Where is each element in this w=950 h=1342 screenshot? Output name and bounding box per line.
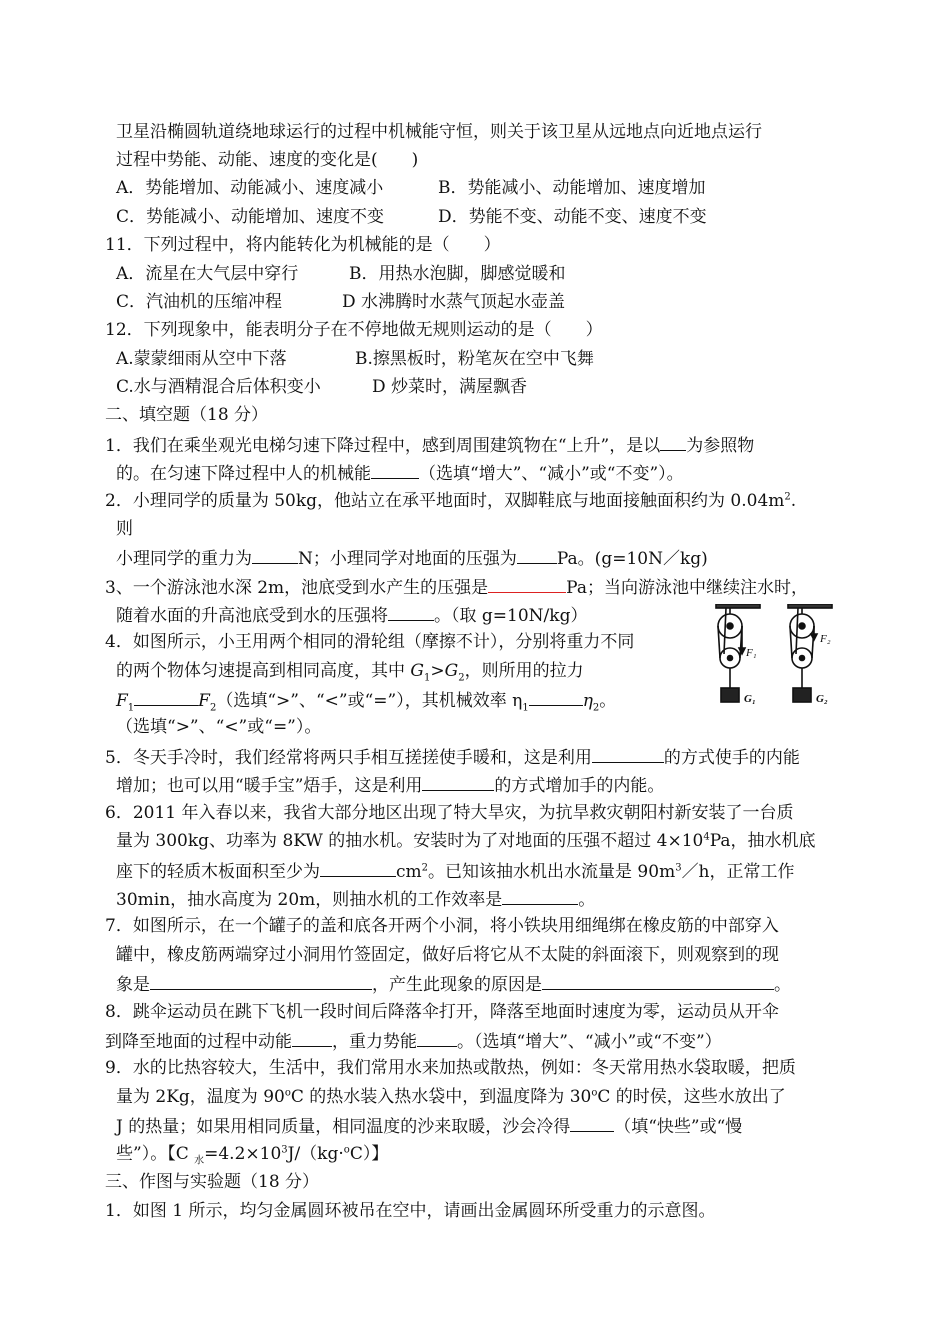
- fill5-text-c: 增加；也可以用“暖手宝”焐手，这是利用: [116, 776, 423, 796]
- fill9-text-b2: C 的热水装入热水袋中，到温度降为 30: [290, 1087, 592, 1107]
- right-force-arrow: [811, 634, 817, 640]
- right-ceiling: [788, 604, 832, 608]
- fill6-blank-efficiency[interactable]: [502, 887, 578, 905]
- fill4-g1-sub: 1: [424, 672, 431, 684]
- fill3-text-a: 3、一个游泳池水深 2m，池底受到水产生的压强是: [105, 578, 489, 598]
- fill2-text-e: Pa。(g=10N／kg): [556, 549, 708, 569]
- fill8-line2: [105, 1029, 722, 1053]
- fill3-text-c: 随着水面的升高池底受到水的压强将: [116, 606, 388, 626]
- fill4-blank-efficiency[interactable]: [529, 688, 583, 706]
- q12-option-b: B.擦黑板时，粉笔灰在空中飞舞: [355, 349, 594, 369]
- fill3-blank-change[interactable]: [388, 603, 434, 621]
- fill8-text-b1: 到降至地面的过程中动能: [105, 1032, 292, 1052]
- fill2-sup: 2: [784, 491, 791, 503]
- q10-stem-line1: 卫星沿椭圆轨道绕地球运行的过程中机械能守恒，则关于该卫星从远地点向近地点运行: [116, 122, 762, 142]
- fill4-f1-sub: 1: [127, 702, 135, 714]
- fill9-text-b1: 量为 2Kg，温度为 90: [116, 1087, 285, 1107]
- fill4-eta2-sub: 2: [592, 702, 600, 714]
- fill6-sup2: 2: [421, 862, 429, 874]
- fill9-line3: [116, 1114, 742, 1138]
- fill5-text-d: 的方式增加手的内能。: [494, 776, 665, 796]
- fill9-line1: 9．水的比热容较大，生活中，我们常用水来加热或散热，例如：冬天常用热水袋取暖，把质: [105, 1058, 796, 1078]
- fill9-blank-speed[interactable]: [570, 1114, 614, 1132]
- fill9-text-d2: =4.2×10: [204, 1144, 282, 1164]
- fill6-text-c3: 。已知该抽水机出水流量是 90m: [428, 862, 676, 882]
- fill7-line1: 7．如图所示，在一个罐子的盖和底各开两个小洞，将小铁块用细绳绑在橡皮筋的中部穿入: [105, 916, 779, 936]
- fill1-text-a: 1．我们在乘坐观光电梯匀速下降过程中，感到周围建筑物在“上升”，是以: [105, 436, 661, 456]
- fill3-line1: [105, 575, 808, 599]
- fill8-blank-kinetic[interactable]: [292, 1029, 332, 1047]
- fill5-text-b: 的方式使手的内能: [663, 748, 800, 768]
- q10-option-c: C．势能减小、动能增加、速度不变: [116, 207, 385, 227]
- fill3-text-b: Pa；当向游泳池中继续注水时，: [566, 578, 808, 598]
- label-f2: F₂: [820, 633, 831, 645]
- q11-option-d: D 水沸腾时水蒸气顶起水壶盖: [342, 292, 566, 312]
- q11-option-c: C．汽油机的压缩冲程: [116, 292, 283, 312]
- fill4-g2: G: [444, 661, 459, 681]
- q12-option-c: C.水与酒精混合后体积变小: [116, 377, 321, 397]
- fill1-text-b: 为参照物: [686, 436, 755, 456]
- fill6-text-d1: 30min，抽水高度为 20m，则抽水机的工作效率是: [116, 890, 503, 910]
- fill7-text-c2: ，产生此现象的原因是: [372, 975, 542, 995]
- fill4-gt: >: [430, 661, 445, 681]
- q12-option-a: A.蒙蒙细雨从空中下落: [116, 349, 287, 369]
- fill5-blank-method1[interactable]: [592, 745, 664, 763]
- q12-stem: 12．下列现象中，能表明分子在不停地做无规则运动的是（ ）: [105, 320, 603, 340]
- q12-option-d: D 炒菜时，满屋飘香: [372, 377, 528, 397]
- q10-option-b: B．势能减小、动能增加、速度增加: [438, 178, 706, 198]
- q10-option-a: A．势能增加、动能减小、速度减小: [116, 178, 384, 198]
- fill9-text-d4: C）】: [349, 1144, 389, 1164]
- q11-option-b: B．用热水泡脚，脚感觉暖和: [349, 264, 566, 284]
- fill1-text-c: 的。在匀速下降过程中人的机械能: [116, 464, 371, 484]
- fill9-line2: [116, 1086, 786, 1108]
- fill6-line3: [116, 859, 795, 883]
- fill2-line2: 则: [116, 519, 133, 539]
- fill9-sub-water: 水: [194, 1155, 205, 1167]
- exp1-line1: 1．如图 1 所示，均匀金属圆环被吊在空中，请画出金属圆环所受重力的示意图。: [105, 1201, 716, 1221]
- fill4-f1: F: [116, 691, 128, 711]
- fill7-line2: 罐中，橡皮筋两端穿过小洞用竹签固定，做好后将它从不太陡的斜面滚下，则观察到的现: [116, 945, 779, 965]
- section-title-drawing: 三、作图与实验题（18 分）: [105, 1172, 320, 1192]
- left-weight-block: [721, 688, 739, 702]
- fill3-blank-pressure[interactable]: [488, 575, 566, 593]
- fill9-sup1: o: [284, 1087, 291, 1099]
- fill9-text-c2: （填“快些”或“慢: [614, 1117, 743, 1137]
- fill1-line2: [116, 461, 684, 485]
- q11-option-a: A．流星在大气层中穿行: [116, 264, 299, 284]
- right-weight-block: [793, 688, 811, 702]
- fill5-line1: [105, 745, 800, 769]
- fill2-text-a: 2．小理同学的质量为 50kg，他站立在承平地面时，双脚鞋底与地面接触面积约为 0.04m: [105, 491, 785, 511]
- fill5-text-a: 5．冬天手冷时，我们经常将两只手相互搓搓使手暖和，这是利用: [105, 748, 592, 768]
- fill4-blank-force[interactable]: [134, 688, 198, 706]
- fill4-f2-sub: 2: [209, 702, 217, 714]
- fill6-line1: 6．2011 年入春以来，我省大部分地区出现了特大旱灾，为抗旱救灾朝阳村新安装了一台质: [105, 803, 794, 823]
- fill7-text-c3: 。: [774, 975, 791, 995]
- label-g2: G₂: [816, 693, 828, 705]
- fill3-line2: [116, 603, 587, 627]
- fill2-line3: [116, 546, 708, 570]
- fill6-sup1: 4: [703, 831, 710, 843]
- fill2-text-a-end: .: [790, 491, 797, 511]
- fill4-line1: 4．如图所示，小王用两个相同的滑轮组（摩擦不计），分别将重力不同: [105, 632, 635, 652]
- fill4-line3: [116, 688, 616, 712]
- fill4-eta2: η: [582, 691, 593, 711]
- fill6-line2: [116, 830, 816, 852]
- fill8-blank-potential[interactable]: [417, 1029, 457, 1047]
- fill2-line1: [105, 490, 796, 512]
- fill9-text-b3: C 的时侯，这些水放出了: [597, 1087, 786, 1107]
- fill7-line3: [116, 972, 791, 996]
- fill9-sup3: 3: [281, 1144, 288, 1156]
- fill9-sup2: o: [591, 1087, 598, 1099]
- fill5-line2: [116, 773, 664, 797]
- fill4-text-c-mid: （选填“>”、“<”或“=”），其机械效率 η: [216, 691, 523, 711]
- fill4-eta1-sub: 1: [522, 702, 529, 714]
- left-ceiling: [716, 604, 760, 608]
- fill6-text-c1: 座下的轻质木板面积至少为: [116, 862, 320, 882]
- fill1-blank-reference[interactable]: [660, 433, 686, 451]
- fill9-text-c1: J 的热量；如果用相同质量，相同温度的沙来取暖，沙会冷得: [116, 1117, 571, 1137]
- q11-stem: 11．下列过程中，将内能转化为机械能的是（ ）: [105, 235, 501, 255]
- fill9-line4: [116, 1143, 388, 1165]
- fill6-text-c2: cm: [396, 862, 422, 882]
- fill4-g1: G: [410, 661, 424, 681]
- fill8-text-b3: 。（选填“增大”、“减小”或“不变”）: [457, 1032, 722, 1052]
- fill6-text-b2: Pa，抽水机底: [709, 831, 816, 851]
- fill3-text-d: 。（取 g=10N/kg）: [434, 606, 588, 626]
- fill8-line1: 8．跳伞运动员在跳下飞机一段时间后降落伞打开，降落至地面时速度为零，运动员从开伞: [105, 1002, 779, 1022]
- q10-option-d: D．势能不变、动能不变、速度不变: [438, 207, 707, 227]
- fill6-text-c4: ／h，正常工作: [681, 862, 795, 882]
- fill5-blank-method2[interactable]: [422, 773, 494, 791]
- fill2-text-d: N；小理同学对地面的压强为: [298, 549, 517, 569]
- fill2-blank-pressure[interactable]: [517, 546, 557, 564]
- fill4-text-b-end: ，则所用的拉力: [464, 661, 584, 681]
- fill6-text-d2: 。: [578, 890, 596, 910]
- fill2-blank-gravity[interactable]: [252, 546, 298, 564]
- fill4-line4: （选填“>”、“<”或“=”）。: [116, 717, 322, 737]
- section-title-fill-in: 二、填空题（18 分）: [105, 405, 269, 425]
- fill6-text-b1: 量为 300kg、功率为 8KW 的抽水机。安装时为了对地面的压强不超过 4×10: [116, 831, 704, 851]
- fill2-text-c: 小理同学的重力为: [116, 549, 252, 569]
- q10-stem-line2: 过程中势能、动能、速度的变化是( ): [116, 150, 419, 170]
- label-g1: G₁: [744, 693, 756, 705]
- fill4-g2-sub: 2: [458, 672, 465, 684]
- fill8-text-b2: ，重力势能: [332, 1032, 417, 1052]
- fill9-sup4: o: [343, 1144, 350, 1156]
- fill4-text-c-end: 。: [599, 691, 617, 711]
- fill9-text-d3: J/（kg·: [287, 1144, 344, 1164]
- pulley-figure: [712, 604, 850, 714]
- fill1-text-d: （选填“增大”、“减小”或“不变”）。: [419, 464, 684, 484]
- fill7-blank-reason[interactable]: [542, 972, 774, 990]
- fill7-text-c1: 象是: [116, 975, 150, 995]
- fill4-f2: F: [198, 691, 210, 711]
- fill4-line2: [116, 660, 584, 682]
- fill1-line1: [105, 433, 754, 457]
- fill7-blank-phenomenon[interactable]: [150, 972, 372, 990]
- label-f1: F₁: [746, 647, 757, 659]
- fill6-blank-area[interactable]: [320, 859, 396, 877]
- fill6-line4: [116, 887, 595, 911]
- fill6-sup3: 3: [675, 862, 682, 874]
- fill9-text-d1: 些”）。【C: [116, 1144, 195, 1164]
- fill1-blank-energy[interactable]: [371, 461, 419, 479]
- fill4-text-b: 的两个物体匀速提高到相同高度，其中: [116, 661, 411, 681]
